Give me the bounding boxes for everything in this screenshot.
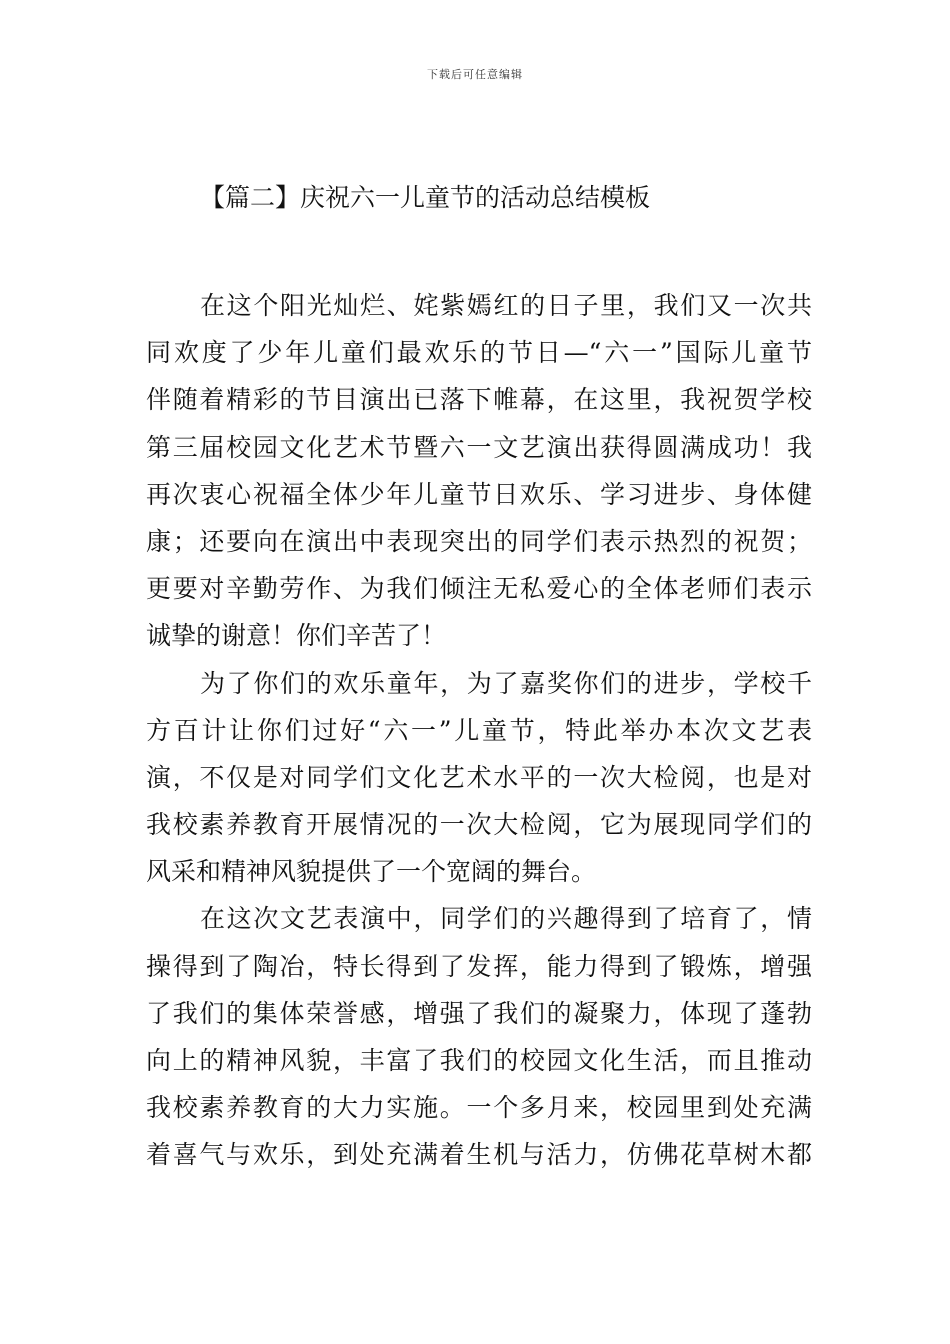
text-line: 风采和精神风貌提供了一个宽阔的舞台。: [146, 857, 597, 887]
text-line: 同欢度了少年儿童们最欢乐的节日—“六一”国际儿童节: [146, 338, 812, 368]
text-line: 更要对辛勤劳作、为我们倾注无私爱心的全体老师们表示: [146, 574, 812, 604]
text-line: 演，不仅是对同学们文化艺术水平的一次大检阅，也是对: [146, 762, 812, 792]
header-note: 下载后可任意编辑: [427, 68, 523, 81]
text-line: 操得到了陶冶，特长得到了发挥，能力得到了锻炼，增强: [146, 951, 812, 981]
text-line: 再次衷心祝福全体少年儿童节日欢乐、学习进步、身体健: [146, 479, 812, 509]
text-line: 在这次文艺表演中，同学们的兴趣得到了培育了，情: [200, 904, 812, 934]
text-line: 伴随着精彩的节目演出已落下帷幕，在这里，我祝贺学校: [146, 385, 812, 415]
text-line: 康；还要向在演出中表现突出的同学们表示热烈的祝贺；: [146, 526, 812, 556]
text-line: 我校素养教育的大力实施。一个多月来，校园里到处充满: [146, 1093, 812, 1123]
text-line: 了我们的集体荣誉感，增强了我们的凝聚力，体现了蓬勃: [146, 998, 812, 1028]
text-line: 第三届校园文化艺术节暨六一文艺演出获得圆满成功！我: [146, 432, 812, 462]
text-line: 诚挚的谢意！你们辛苦了！: [146, 621, 447, 651]
text-line: 我校素养教育开展情况的一次大检阅，它为展现同学们的: [146, 810, 812, 840]
text-line: 着喜气与欢乐，到处充满着生机与活力，仿佛花草树木都: [146, 1140, 812, 1170]
text-line: 方百计让你们过好“六一”儿童节，特此举办本次文艺表: [146, 715, 812, 745]
text-line: 在这个阳光灿烂、姹紫嫣红的日子里，我们又一次共: [200, 291, 812, 320]
text-line: 向上的精神风貌，丰富了我们的校园文化生活，而且推动: [146, 1046, 812, 1075]
document-title: 【篇二】庆祝六一儿童节的活动总结模板: [200, 183, 651, 212]
document-body: [146, 282, 812, 1179]
text-line: 为了你们的欢乐童年，为了嘉奖你们的进步，学校千: [200, 668, 812, 698]
